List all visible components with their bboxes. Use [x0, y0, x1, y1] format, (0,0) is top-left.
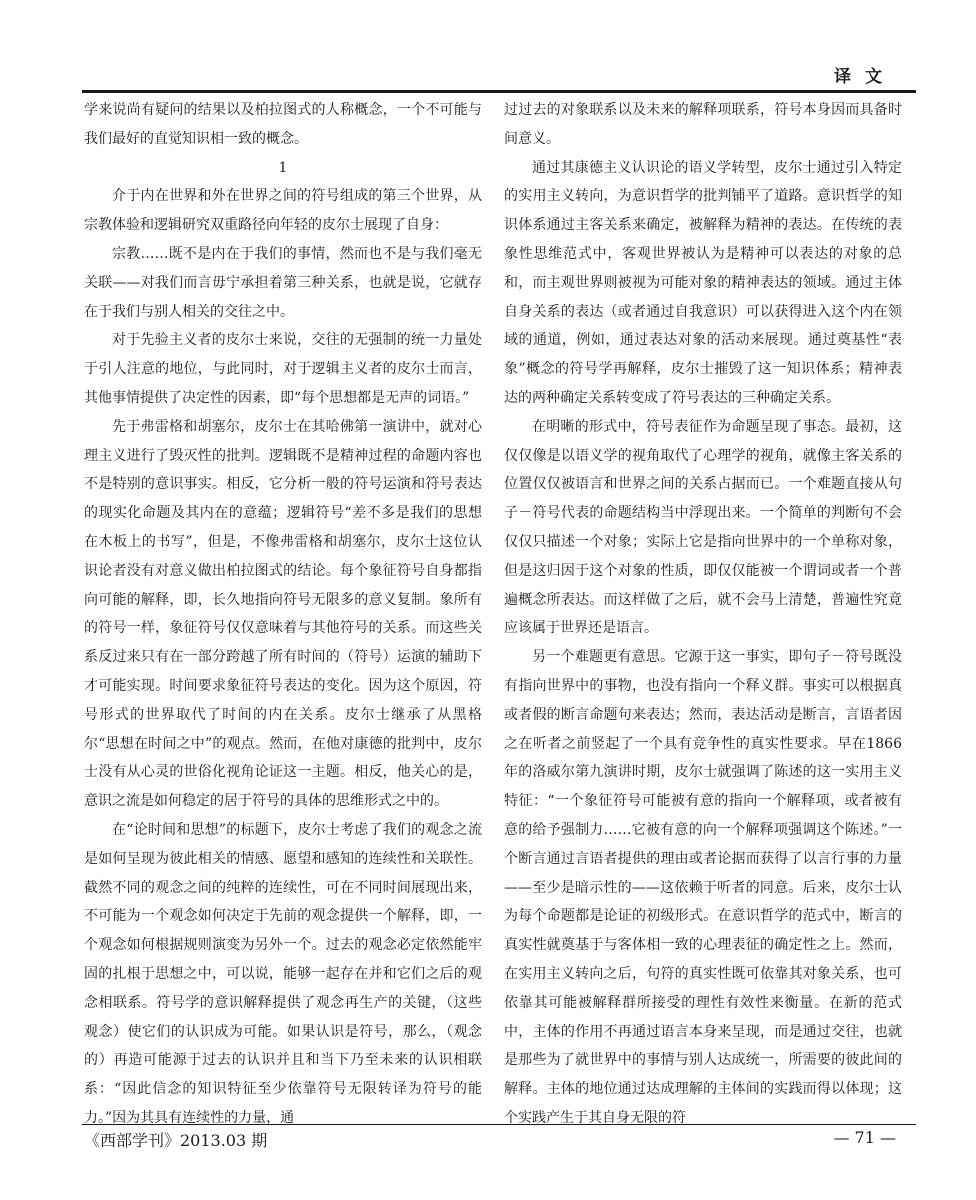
page-number: — 71 —: [833, 1128, 896, 1147]
right-column: [504, 96, 902, 1133]
journal-footer: 《西部学刊》2013.03 期: [84, 1131, 268, 1150]
paragraph: 通过其康德主义认识论的语义学转型，皮尔士通过引入特定的实用主义转向，为意识哲学的批判铺平了道路。意识哲学的知识体系通过主客关系来确定，被解释为精神的表达。在传统的表象性思维范式中，客观世界被认为是精神可以表达的对象的总和，而主观世界则被视为可能对象的精神表达的领域。通过主体自身关系的表达（或者通过自我意识）可以获得进入这个内在领域的通道，例如，通过表达对象的活动来展现。通过奠基性“表象”概念的符号学再解释，皮尔士摧毁了这一知识体系；精神表达的两种确定关系转变成了符号表达的三种确定关系。: [504, 159, 902, 406]
paragraph: 对于先验主义者的皮尔士来说，交往的无强制的统一力量处于引人注意的地位，与此同时，对于逻辑主义者的皮尔士而言，其他事情提供了决定性的因素，即“每个思想都是无声的词语。”: [84, 332, 482, 406]
paragraph: 学来说尚有疑问的结果以及柏拉图式的人称概念，一个不可能与我们最好的直觉知识相一致的概念。: [84, 102, 482, 147]
paragraph: 介于内在世界和外在世界之间的符号组成的第三个世界，从宗教体验和逻辑研究双重路径向年轻的皮尔士展现了自身：: [84, 188, 482, 234]
paragraph: 在明晰的形式中，符号表征作为命题呈现了事态。最初，这仅仅像是以语义学的视角取代了心理学的视角，就像主客关系的位置仅仅被语言和世界之间的关系占据而已。一个难题直接从句子－符号代表的命题结构当中浮现出来。一个简单的判断句不会仅仅只描述一个对象；实际上它是指向世界中的一个单称对象，但是这归因于这个对象的性质，即仅仅能被一个谓词或者一个普遍概念所表达。而这样做了之后，就不会马上清楚，普遍性究竟应该属于世界还是语言。: [504, 418, 902, 637]
paragraph: 在“论时间和思想”的标题下，皮尔士考虑了我们的观念之流是如何呈现为彼此相关的情感、愿望和感知的连续性和关联性。截然不同的观念之间的纯粹的连续性，可在不同时间展现出来，不可能为一个观念如何决定于先前的观念提供一个解释，即，一个观念如何根据规则演变为另外一个。过去的观念必定依然能牢固的扎根于思想之中，可以说，能够一起存在并和它们之后的观念相联系。符号学的意识解释提供了观念再生产的关键，（这些观念）使它们的认识成为可能。如果认识是符号，那么，（观念的）再造可能源于过去的认识并且和当下乃至未来的认识相联系：“因此信念的知识特征至少依靠符号无限转译为符号的能力。”因为其具有连续性的力量，通: [84, 821, 482, 1126]
footer-rule: [82, 1124, 916, 1125]
paragraph: 另一个难题更有意思。它源于这一事实，即句子－符号既没有指向世界中的事物，也没有指向一个释义群。事实可以根据真或者假的断言命题句来表达；然而，表达活动是断言，言语者因之在听者之前竖起了一个具有竞争性的真实性要求。早在1866年的洛威尔第九演讲时期，皮尔士就强调了陈述的这一实用主义特征：“一个象征符号可能被有意的指向一个解释项，或者被有意的给予强制力……它被有意的向一个解释项强调这个陈述。”一个断言通过言语者提供的理由或者论据而获得了以言行事的力量——至少是暗示性的——这依赖于听者的同意。后来，皮尔士认为每个命题都是论证的初级形式。在意识哲学的范式中，断言的真实性就奠基于与客体相一致的心理表征的确定性之上。然而，在实用主义转向之后，句符的真实性既可依靠其对象关系，也可依靠其可能被解释群所接受的理性有效性来衡量。在新的范式中，主体的作用不再通过语言本身来呈现，而是通过交往，也就是那些为了就世界中的事情与别人达成统一，所需要的彼此间的解释。主体的地位通过达成理解的主体间的实践而得以体现；这个实践产生于其自身无限的符: [504, 649, 902, 1126]
paragraph: 过过去的对象联系以及未来的解释项联系，符号本身因而具备时间意义。: [504, 102, 902, 147]
left-column: [84, 96, 482, 1133]
section-number: 1: [278, 159, 288, 176]
header-rule: [82, 90, 916, 93]
block-quote: 宗教……既不是内在于我们的事情，然而也不是与我们毫无关联——对我们而言毋宁承担着第三种关系，也就是说，它就存在于我们与别人相关的交往之中。: [84, 245, 482, 320]
paragraph: 先于弗雷格和胡塞尔，皮尔士在其哈佛第一演讲中，就对心理主义进行了毁灭性的批判。逻辑既不是精神过程的命题内容也不是特别的意识事实。相反，它分析一般的符号运演和符号表达的现实化命题及其内在的意蕴；逻辑符号“差不多是我们的思想在木板上的书写”，但是，不像弗雷格和胡塞尔，皮尔士这位认识论者没有对意义做出柏拉图式的结论。每个象征符号自身都指向可能的解释，即，长久地指向符号无限多的意义复制。象所有的符号一样，象征符号仅仅意味着与其他符号的关系。而这些关系反过来只有在一部分跨越了所有时间的（符号）运演的辅助下才可能实现。时间要求象征符号表达的变化。因为这个原因，符号形式的世界取代了时间的内在关系。皮尔士继承了从黑格尔“思想在时间之中”的观点。然而，在他对康德的批判中，皮尔士没有从心灵的世俗化视角论证这一主题。相反，他关心的是，意识之流是如何稳定的居于符号的具体的思维形式之中的。: [84, 418, 482, 810]
section-label: 译文: [834, 67, 896, 87]
